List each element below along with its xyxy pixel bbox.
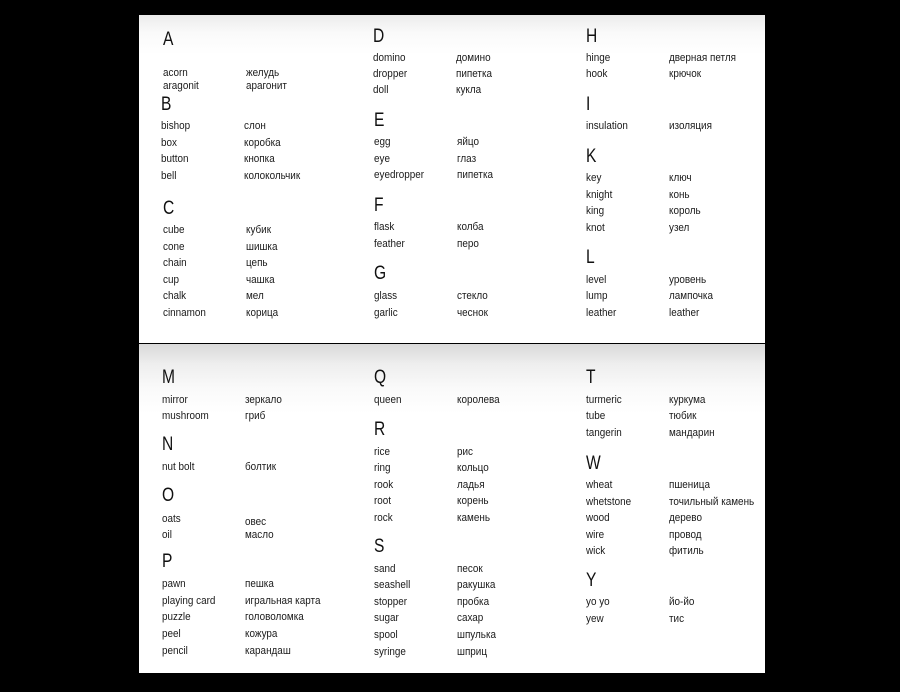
english-word: eyedropper: [374, 169, 425, 181]
russian-word: рис: [457, 446, 473, 458]
english-word: button: [161, 153, 189, 165]
english-word: box: [161, 137, 177, 149]
section-letter: Y: [586, 570, 597, 591]
english-word: doll: [373, 84, 389, 96]
word-row: [586, 527, 765, 543]
section-letter: L: [586, 247, 595, 268]
english-word: oil: [162, 529, 172, 541]
english-word: syringe: [374, 646, 406, 658]
english-word: sand: [374, 563, 396, 575]
english-word: queen: [374, 394, 402, 406]
russian-word: мандарин: [669, 427, 715, 439]
russian-word: кнопка: [244, 153, 275, 165]
russian-word: уровень: [669, 274, 707, 286]
english-word: domino: [373, 52, 406, 64]
russian-word: домино: [456, 52, 491, 64]
russian-word: мел: [246, 290, 264, 302]
section-letter: N: [162, 434, 174, 455]
word-row: [586, 50, 765, 66]
section-letter: E: [374, 110, 385, 131]
russian-word: корень: [457, 495, 489, 507]
russian-word: шишка: [246, 241, 278, 253]
russian-word: ракушка: [457, 579, 496, 591]
russian-word: дерево: [669, 512, 702, 524]
word-row: [586, 118, 765, 134]
word-row: [162, 511, 362, 527]
english-word: sugar: [374, 612, 399, 624]
section-letter: K: [586, 146, 597, 167]
word-row: [374, 460, 574, 476]
russian-word: кукла: [456, 84, 482, 96]
russian-word: пшеница: [669, 479, 710, 491]
word-row: [374, 627, 574, 643]
english-word: playing card: [162, 595, 216, 607]
russian-word: карандаш: [245, 645, 291, 657]
russian-word: камень: [457, 512, 491, 524]
word-row: [586, 510, 765, 526]
russian-word: гриб: [245, 410, 266, 422]
word-row: [374, 392, 574, 408]
russian-word: конь: [669, 189, 690, 201]
english-word: chain: [163, 257, 187, 269]
english-word: wire: [586, 529, 605, 541]
word-row: [162, 527, 362, 543]
word-row: [162, 392, 362, 408]
russian-word: перо: [457, 238, 479, 250]
english-word: turmeric: [586, 394, 622, 406]
english-word: feather: [374, 238, 405, 250]
english-word: mirror: [162, 394, 188, 406]
russian-word: чашка: [246, 274, 275, 286]
russian-word: яйцо: [457, 136, 479, 148]
english-word: dropper: [373, 68, 408, 80]
word-row: [374, 305, 574, 321]
english-word: bishop: [161, 120, 191, 132]
russian-word: пипетка: [456, 68, 493, 80]
english-word: root: [374, 495, 392, 507]
section-letter: O: [162, 485, 175, 506]
word-row: [162, 576, 362, 592]
word-row: [374, 444, 574, 460]
english-word: cinnamon: [163, 307, 206, 319]
word-row: [586, 288, 765, 304]
word-row: [162, 408, 362, 424]
russian-word: сахар: [457, 612, 484, 624]
english-word: puzzle: [162, 611, 191, 623]
section-letter: I: [586, 94, 591, 115]
russian-word: масло: [245, 529, 274, 541]
section-letter: F: [374, 195, 384, 216]
russian-word: король: [669, 205, 701, 217]
english-word: hinge: [586, 52, 611, 64]
russian-word: узел: [669, 222, 690, 234]
russian-word: куркума: [669, 394, 706, 406]
word-row: [374, 561, 574, 577]
russian-word: колба: [457, 221, 484, 233]
english-word: rook: [374, 479, 394, 491]
russian-word: leather: [669, 307, 700, 319]
word-row: [163, 78, 363, 94]
russian-word: пробка: [457, 596, 490, 608]
english-word: hook: [586, 68, 608, 80]
english-word: mushroom: [162, 410, 209, 422]
word-row: [586, 611, 765, 627]
vocabulary-page-bottom: [139, 344, 765, 673]
russian-word: чеснок: [457, 307, 488, 319]
section-letter: S: [374, 536, 385, 557]
russian-word: шприц: [457, 646, 488, 658]
russian-word: крючок: [669, 68, 702, 80]
english-word: glass: [374, 290, 398, 302]
word-row: [161, 168, 361, 184]
section-letter: B: [161, 94, 172, 115]
word-row: [586, 494, 765, 510]
english-word: knot: [586, 222, 605, 234]
russian-word: овес: [245, 516, 267, 528]
english-word: oats: [162, 513, 181, 525]
word-row: [586, 305, 765, 321]
english-word: cup: [163, 274, 179, 286]
word-row: [163, 222, 363, 238]
english-word: cone: [163, 241, 185, 253]
english-word: rice: [374, 446, 390, 458]
russian-word: желудь: [246, 67, 280, 79]
english-word: tangerin: [586, 427, 622, 439]
russian-word: пешка: [245, 578, 274, 590]
russian-word: кольцо: [457, 462, 489, 474]
russian-word: ключ: [669, 172, 692, 184]
english-word: insulation: [586, 120, 628, 132]
word-row: [586, 66, 765, 82]
english-word: wood: [586, 512, 610, 524]
russian-word: изоляция: [669, 120, 712, 132]
word-row: [374, 577, 574, 593]
word-row: [163, 272, 363, 288]
english-word: nut bolt: [162, 461, 195, 473]
english-word: flask: [374, 221, 395, 233]
word-row: [374, 510, 574, 526]
word-row: [373, 66, 573, 82]
english-word: chalk: [163, 290, 187, 302]
word-row: [162, 459, 362, 475]
russian-word: тис: [669, 613, 685, 625]
word-row: [161, 151, 361, 167]
section-letter: Q: [374, 367, 387, 388]
word-row: [163, 239, 363, 255]
word-row: [374, 610, 574, 626]
russian-word: песок: [457, 563, 483, 575]
english-word: knight: [586, 189, 613, 201]
english-word: wick: [586, 545, 606, 557]
english-word: level: [586, 274, 607, 286]
word-row: [373, 82, 573, 98]
russian-word: тюбик: [669, 410, 697, 422]
word-row: [162, 626, 362, 642]
section-letter: H: [586, 26, 598, 47]
word-row: [161, 118, 361, 134]
english-word: eye: [374, 153, 390, 165]
russian-word: пипетка: [457, 169, 494, 181]
word-row: [586, 272, 765, 288]
russian-word: кубик: [246, 224, 272, 236]
english-word: pawn: [162, 578, 186, 590]
russian-word: йо-йо: [669, 596, 695, 608]
english-word: cube: [163, 224, 185, 236]
word-row: [162, 609, 362, 625]
english-word: acorn: [163, 67, 188, 79]
word-row: [161, 135, 361, 151]
russian-word: цепь: [246, 257, 268, 269]
russian-word: кожура: [245, 628, 278, 640]
russian-word: головоломка: [245, 611, 304, 623]
english-word: lump: [586, 290, 608, 302]
russian-word: фитиль: [669, 545, 704, 557]
english-word: spool: [374, 629, 398, 641]
russian-word: лампочка: [669, 290, 713, 302]
word-row: [374, 493, 574, 509]
word-row: [586, 203, 765, 219]
section-letter: C: [163, 198, 175, 219]
vocabulary-page-top: [139, 15, 765, 343]
word-row: [374, 219, 574, 235]
word-row: [586, 220, 765, 236]
english-word: aragonit: [163, 80, 199, 92]
english-word: egg: [374, 136, 391, 148]
english-word: yew: [586, 613, 604, 625]
english-word: whetstone: [586, 496, 632, 508]
word-row: [586, 392, 765, 408]
word-row: [586, 594, 765, 610]
word-row: [163, 305, 363, 321]
section-letter: A: [163, 29, 174, 50]
russian-word: коробка: [244, 137, 281, 149]
russian-word: игральная карта: [245, 595, 321, 607]
word-row: [586, 543, 765, 559]
section-letter: M: [162, 367, 175, 388]
russian-word: королева: [457, 394, 500, 406]
word-row: [374, 477, 574, 493]
word-row: [374, 236, 574, 252]
section-letter: R: [374, 419, 386, 440]
english-word: garlic: [374, 307, 398, 319]
russian-word: глаз: [457, 153, 477, 165]
english-word: bell: [161, 170, 177, 182]
english-word: tube: [586, 410, 606, 422]
english-word: seashell: [374, 579, 411, 591]
russian-word: колокольчик: [244, 170, 301, 182]
word-row: [374, 167, 574, 183]
english-word: wheat: [586, 479, 613, 491]
russian-word: зеркало: [245, 394, 282, 406]
russian-word: провод: [669, 529, 702, 541]
word-row: [586, 425, 765, 441]
section-letter: W: [586, 453, 601, 474]
word-row: [374, 644, 574, 660]
english-word: ring: [374, 462, 391, 474]
russian-word: дверная петля: [669, 52, 737, 64]
word-row: [586, 408, 765, 424]
russian-word: шпулька: [457, 629, 497, 641]
word-row: [374, 134, 574, 150]
english-word: key: [586, 172, 602, 184]
section-letter: G: [374, 263, 387, 284]
word-row: [374, 594, 574, 610]
english-word: leather: [586, 307, 617, 319]
word-row: [586, 187, 765, 203]
word-row: [162, 593, 362, 609]
word-row: [374, 151, 574, 167]
russian-word: ладья: [457, 479, 485, 491]
word-row: [586, 170, 765, 186]
word-row: [373, 50, 573, 66]
russian-word: корица: [246, 307, 279, 319]
english-word: yo yo: [586, 596, 610, 608]
russian-word: точильный камень: [669, 496, 755, 508]
english-word: peel: [162, 628, 181, 640]
word-row: [586, 477, 765, 493]
english-word: rock: [374, 512, 393, 524]
word-row: [163, 288, 363, 304]
english-word: stopper: [374, 596, 408, 608]
section-letter: T: [586, 367, 596, 388]
english-word: pencil: [162, 645, 188, 657]
russian-word: арагонит: [246, 80, 287, 92]
section-letter: D: [373, 26, 385, 47]
word-row: [374, 288, 574, 304]
word-row: [162, 643, 362, 659]
russian-word: болтик: [245, 461, 277, 473]
russian-word: стекло: [457, 290, 488, 302]
russian-word: слон: [244, 120, 266, 132]
english-word: king: [586, 205, 605, 217]
word-row: [163, 255, 363, 271]
section-letter: P: [162, 551, 173, 572]
